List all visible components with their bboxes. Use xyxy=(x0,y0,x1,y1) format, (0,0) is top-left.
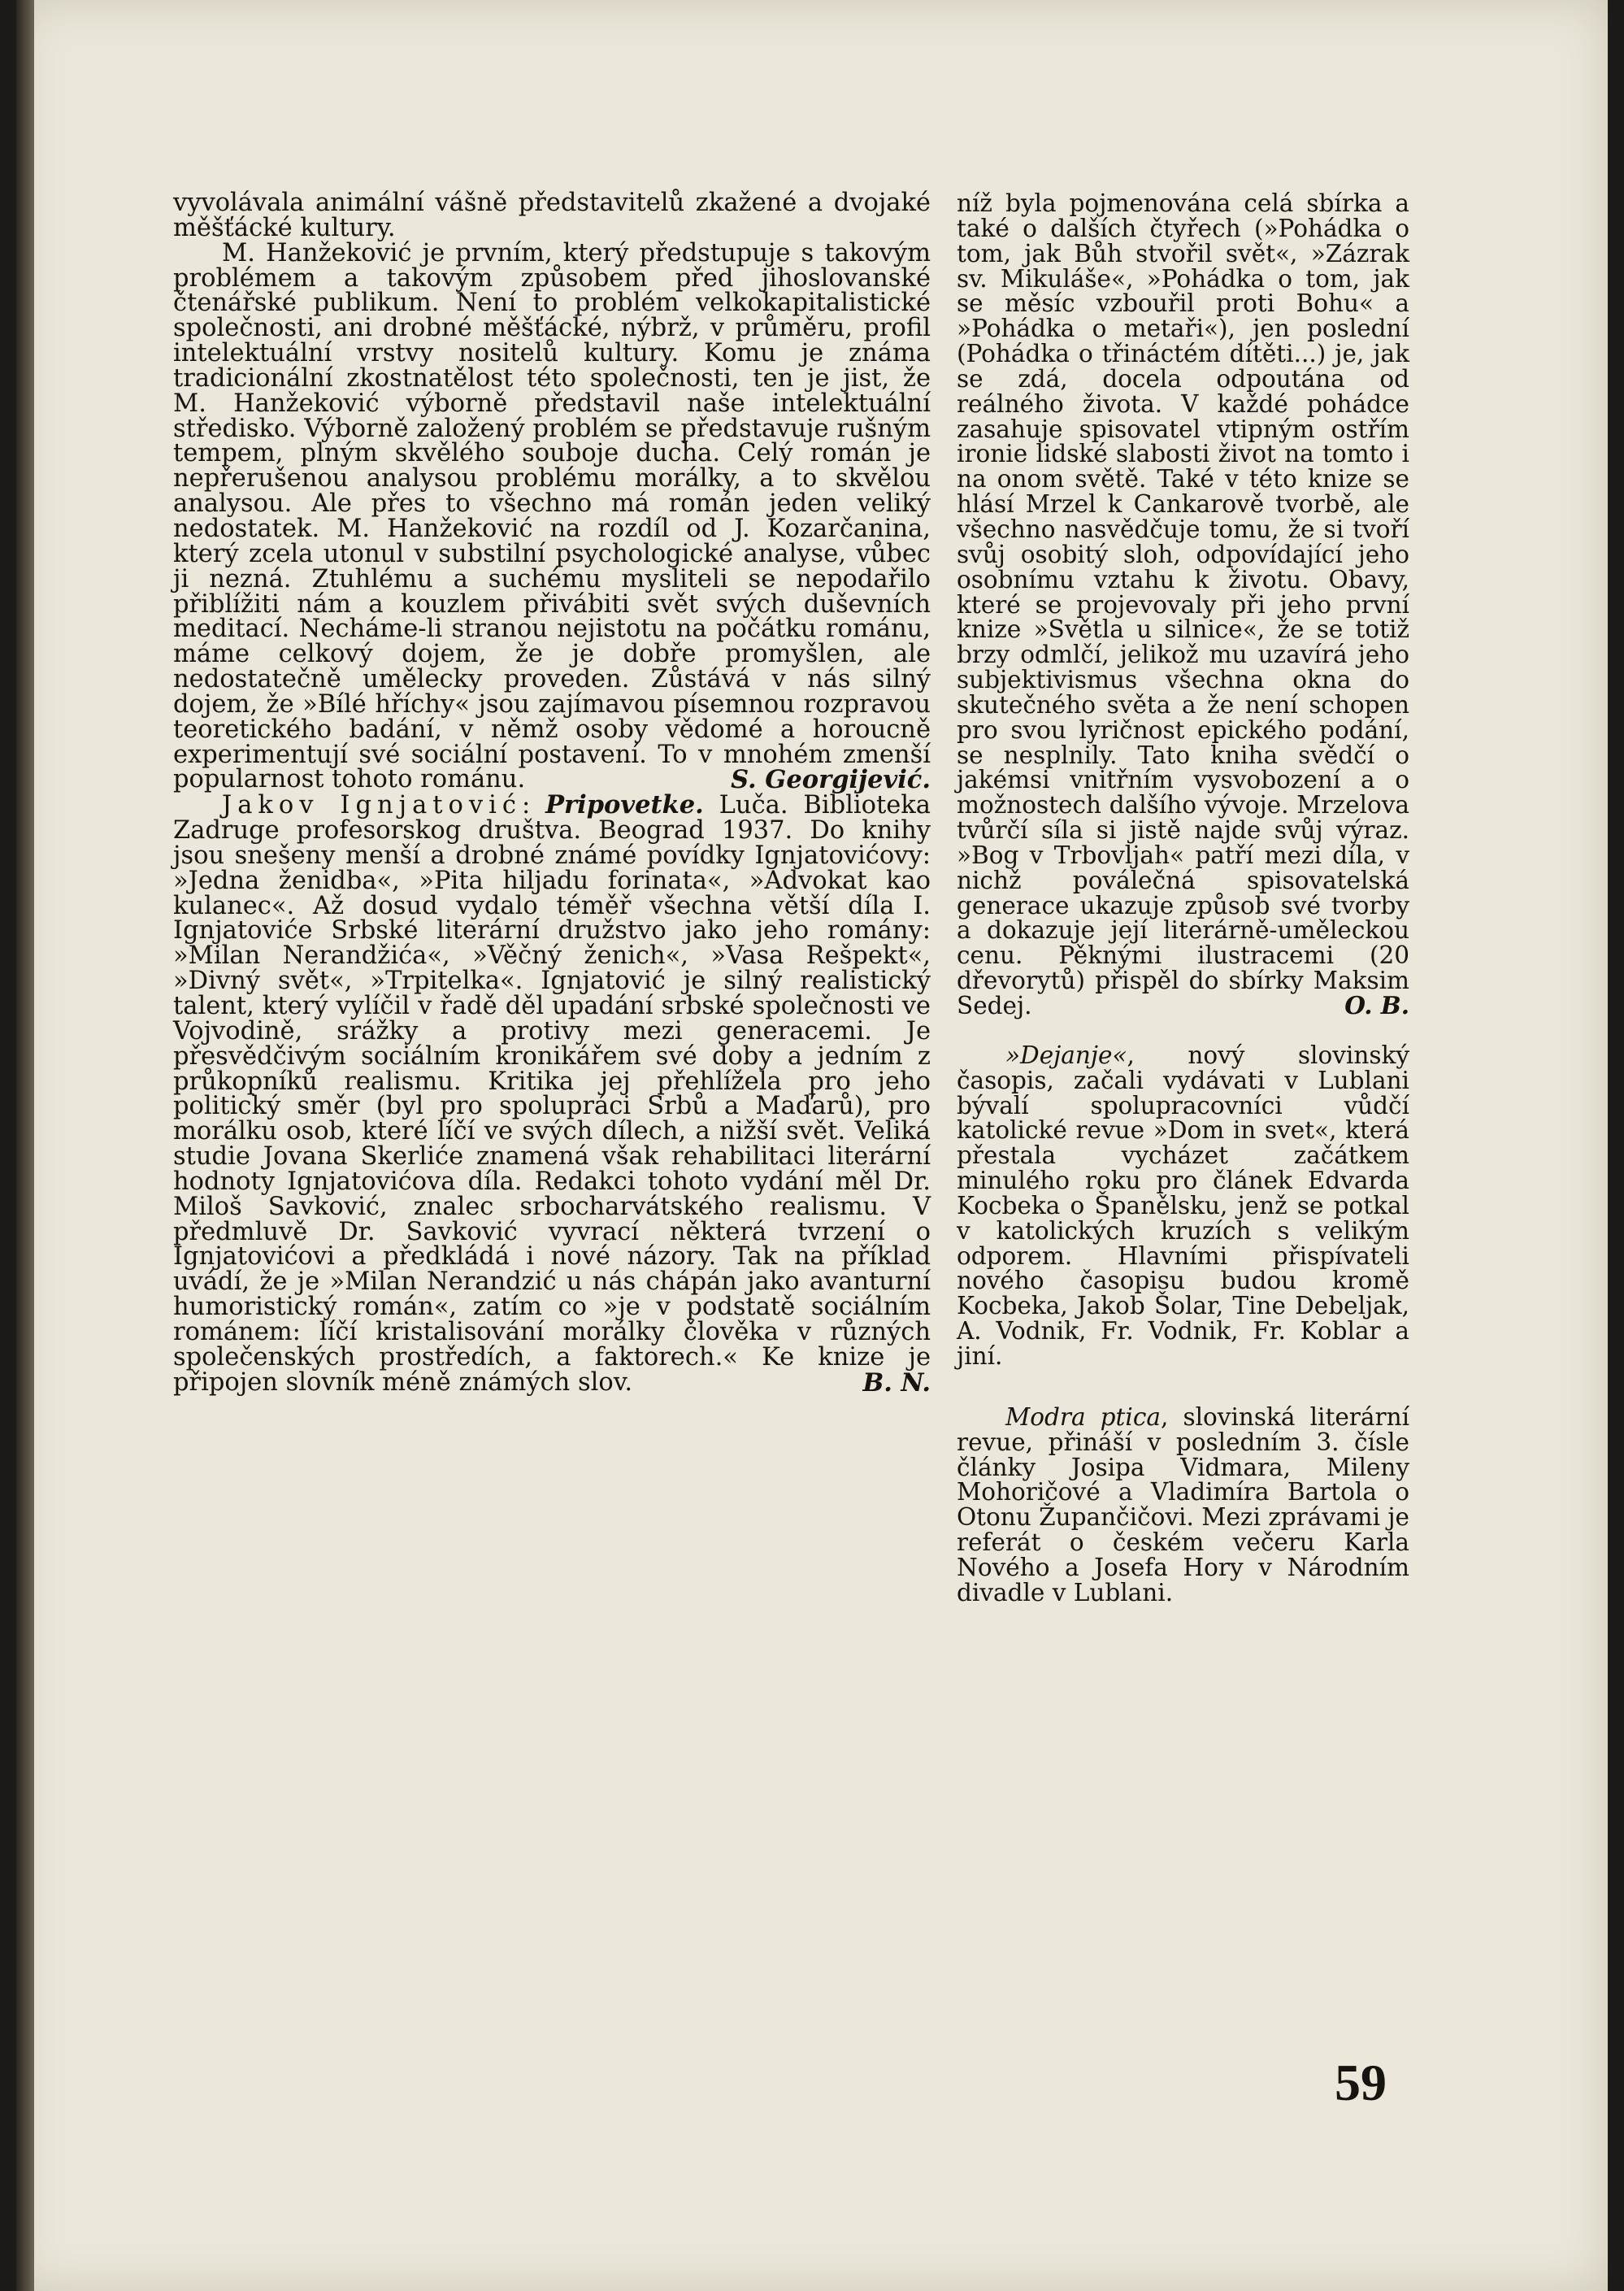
signature-georgijevic: S. Georgijević. xyxy=(731,765,931,795)
review-hanzekovic-text: M. Hanžeković je prvním, který předstupuje s takovým problémem a takovým způsobem před jihoslovanské čtenářské publikum. Není to problém velkokapitalistické společnosti, ani drobné měšťácké, nýbrž, v průměru, profil intelektuální vrstvy nositelů kultury. Komu je známa tradicionální zkostnatělost této společnosti, ten je jist, že M. Hanžeković výborně představil naše intelektuální středisko. Výborně založený problém se představuje rušným tempem, plným skvělého souboje ducha. Celý román je nepřerušenou analysou problému morálky, a to skvělou analysou. Ale přes to všechno má román jeden veliký nedostatek. M. Hanžeković na rozdíl od J. Kozarčanina, který zcela utonul v substilní psychologické analyse, vůbec ji nezná. Ztuhlému a suchému mysliteli se nepodařilo přiblížiti nám a kouzlem přivábiti svět svých duševních meditací. Necháme-li stranou nejistotu na počátku románu, máme celkový dojem, že je dobře promyšlen, ale nedostatečně umělecky proveden. Zůstává v nás silný dojem, že »Bílé hříchy« jsou zajímavou písemnou rozpravou teoretického badání, v němž osoby vědomé a horoucně experimentují své sociální postavení. To v mnohém zmenší popularnost tohoto románu. xyxy=(173,238,931,794)
page-number: 59 xyxy=(1335,2054,1387,2111)
review-mrzel-text: níž byla pojmenována celá sbírka a také o dalších čtyřech (»Pohádka o tom, jak Bůh stvořil svět«, »Zázrak sv. Mikuláše«, »Pohádka o tom, jak se měsíc vzbouřil proti Bohu« a »Pohádka o metaři«), jen poslední (Pohádka o třináctém dítěti...) je, jak se zdá, docela odpoutána od reálného života. V každé pohádce zasahuje spisovatel vtipným ostřím ironie lidské slabosti život na tomto i na onom světě. Také v této knize se hlásí Mrzel k Cankarově tvorbě, ale všechno nasvědčuje tomu, že si tvoří svůj osobitý sloh, odpovídající jeho osobnímu vztahu k životu. Obavy, které se projevovaly při jeho první knize »Světla u silnice«, že se totiž brzy odmlčí, jelikož mu uzavírá jeho subjektivismus všechna okna do skutečného světa a že není schopen pro svou lyričnost epického podání, se nesplnily. Tato kniha svědčí o jakémsi vnitřním vysvobození a o možnostech dalšího vývoje. Mrzelova tvůrčí síla si jistě najde svůj výraz. »Bog v Trbovljah« patří mezi díla, v nichž poválečná spisovatelská generace ukazuje způsob své tvorby a dokazuje její literárně-uměleckou cenu. Pěknými ilustracemi (20 dřevorytů) přispěl do sbírky Maksim Sedej. xyxy=(957,189,1409,1019)
note-dejanje-title: »Dejanje« xyxy=(1005,1041,1127,1069)
signature-ob: O. B. xyxy=(1344,991,1409,1019)
note-dejanje-text: , nový slovinský časopis, začali vydávati v Lublani bývalí spolupracovníci vůdčí katolické revue »Dom in svet«, která přestala vycházet začátkem minulého roku pro článek Edvarda Kocbeka o Španělsku, jenž se potkal v katolických kruzích s velikým odporem. Hlavními přispívateli nového časopisu budou kromě Kocbeka, Jakob Šolar, Tine Debeljak, A. Vodnik, Fr. Vodnik, Fr. Koblar a jiní. xyxy=(957,1041,1409,1370)
note-modra-ptica-title: Modra ptica xyxy=(1005,1402,1161,1431)
signature-bn: B. N. xyxy=(862,1367,931,1398)
review-ignjatovic-text: Luča. Biblioteka Zadruge profesorskog društva. Beograd 1937. Do knihy jsou snešeny menší a drobné známé povídky Ignjatovićovy: »Jedna ženidba«, »Pita hiljadu forinata«, »Advokat kao kulanec«. Až dosud vydalo téměř všechna větší díla I. Ignjatoviće Srbské literární družstvo jako jeho romány: »Milan Nerandžića«, »Věčný ženich«, »Vasa Rešpekt«, »Divný svět«, »Trpitelka«. Ignjatović je silný realistický talent, který vylíčil v řadě děl upadání srbské společnosti ve Vojvodině, srážky a protivy mezi generacemi. Je přesvědčivým sociálním kronikářem své doby a jedním z průkopníků realismu. Kritika jej přehlížela pro jeho politický směr (byl pro spolupráci Srbů a Maďarů), pro morálku osob, které líčí ve svých dílech, a nižší svět. Veliká studie Jovana Skerliće znamená však rehabilitaci literární hodnoty Ignjatovićova díla. Redakci tohoto vydání měl Dr. Miloš Savković, znalec srbocharvátského realismu. V předmluvě Dr. Savković vyvrací některá tvrzení o Ignjatovićovi a předkládá i nové názory. Tak na příklad uvádí, že je »Milan Nerandzić u nás chápán jako avanturní humoristický román«, zatím co »je v podstatě sociálním románem: líčí kristalisování morálky člověka v různých společenských prostředích, a faktorech.« Ke knize je připojen slovník méně známých slov. xyxy=(173,791,931,1397)
review-author: Jakov Ignjatović xyxy=(222,791,522,820)
review-hanzekovic-paragraph xyxy=(173,238,931,795)
review-mrzel xyxy=(957,191,1409,1019)
review-hanzekovic-end: vyvolávala animální vášně představitelů zkažené a dvojaké měšťácké kultury. xyxy=(173,189,931,242)
left-column xyxy=(173,191,931,1396)
book-spine xyxy=(16,0,34,2291)
review-ignjatovic: Jakov Ignjatović: Pripovetke. Luča. Biblioteka Zadruge profesorskog društva. Beograd 1937. Do knihy jsou snešeny menší a drobné známé povídky Ignjatovićovy: »Jedna ženidba«, »Pita hiljadu forinata«, »Advokat kao kulanec«. Až dosud vydalo téměř všechna větší díla I. Ignjatoviće Srbské literární družstvo jako jeho romány: »Milan Nerandžića«, »Věčný ženich«, »Vasa Rešpekt«, »Divný svět«, »Trpitelka«. Ignjatović je silný realistický talent, který vylíčil v řadě děl upadání srbské společnosti ve Vojvodině, srážky a protivy mezi generacemi. Je přesvědčivým sociálním kronikářem své doby a jedním z průkopníků realismu. Kritika jej přehlížela pro jeho politický směr (byl pro spolupráci Srbů a Maďarů), pro morálku osob, které líčí ve svých dílech, a nižší svět. Veliká studie Jovana Skerliće znamená však rehabilitaci literární hodnoty Ignjatovićova díla. Redakci tohoto vydání měl Dr. Miloš Savković, znalec srbocharvátského realismu. V předmluvě Dr. Savković vyvrací některá tvrzení o Ignjatovićovi a předkládá i nové názory. Tak na příklad uvádí, že je »Milan Nerandzić u nás chápán jako avanturní humoristický román«, zatím co »je v podstatě sociálním románem: líčí kristalisování morálky člověka v různých společenských prostředích, a faktorech.« Ke knize je připojen slovník méně známých slov. B. N. xyxy=(173,790,931,1398)
book-page xyxy=(16,0,1608,2291)
note-modra-ptica xyxy=(957,1402,1410,1606)
note-modra-ptica-text: , slovinská literární revue, přináší v posledním 3. čísle články Josipa Vidmara, Mileny Mohoričové a Vladimíra Bartola o Otonu Župančičovi. Mezi zprávami je referát o českém večeru Karla Nového a Josefa Hory v Národním divadle v Lublani. xyxy=(957,1402,1410,1606)
review-book-title: Pripovetke. xyxy=(545,790,704,820)
note-dejanje xyxy=(957,1043,1409,1369)
right-column xyxy=(957,191,1409,1606)
